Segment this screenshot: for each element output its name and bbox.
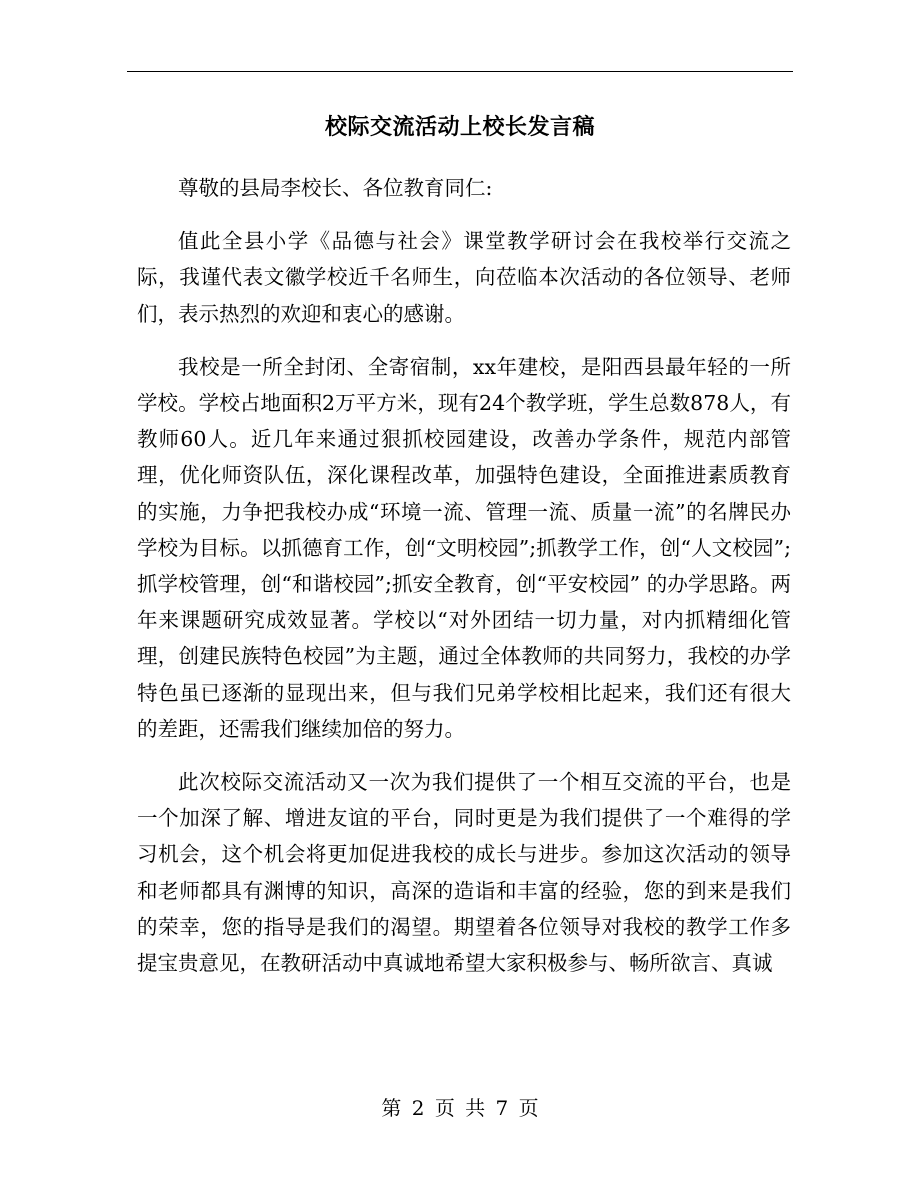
salutation: 尊敬的县局李校长、各位教育同仁:: [178, 176, 493, 200]
page-number: 第 2 页 共 7 页: [381, 1096, 539, 1120]
document-body: [137, 170, 791, 998]
document-title: 校际交流活动上校长发言稿: [324, 114, 595, 140]
paragraph-school-intro: 我校是一所全封闭、全寄宿制，xx年建校，是阳西县最年轻的一所学校。学校占地面积2万平方米，现有24个教学班，学生总数878人，有教师60人。近几年来通过狠抓校园建设，改善办学条件，规范内部管理，优化师资队伍，深化课程改革，加强特色建设，全面推进素质教育的实施，力争把我校办成“环境一流、管理一流、质量一流”的名牌民办学校为目标。以抓德育工作，创“文明校园”;抓教学工作，创“人文校园”;抓学校管理，创“和谐校园”;抓安全教育，创“平安校园” 的办学思路。两年来课题研究成效显著。学校以“对外团结一切力量，对内抓精细化管理，创建民族特色校园”为主题，通过全体教师的共同努力，我校的办学特色虽已逐渐的显现出来，但与我们兄弟学校相比起来，我们还有很大的差距，还需我们继续加倍的努力。: [137, 354, 791, 741]
header-rule: [127, 71, 793, 72]
paragraph-exchange: 此次校际交流活动又一次为我们提供了一个相互交流的平台，也是一个加深了解、增进友谊的平台，同时更是为我们提供了一个难得的学习机会，这个机会将更加促进我校的成长与进步。参加这次活动的领导和老师都具有渊博的知识，高深的造诣和丰富的经验，您的到来是我们的荣幸，您的指导是我们的渴望。期望着各位领导对我校的教学工作多提宝贵意见，在教研活动中真诚地希望大家积极参与、畅所欲言、真诚: [137, 770, 791, 976]
paragraph-welcome: 值此全县小学《品德与社会》课堂教学研讨会在我校举行交流之际，我谨代表文徽学校近千名师生，向莅临本次活动的各位领导、老师们，表示热烈的欢迎和衷心的感谢。: [137, 229, 791, 326]
